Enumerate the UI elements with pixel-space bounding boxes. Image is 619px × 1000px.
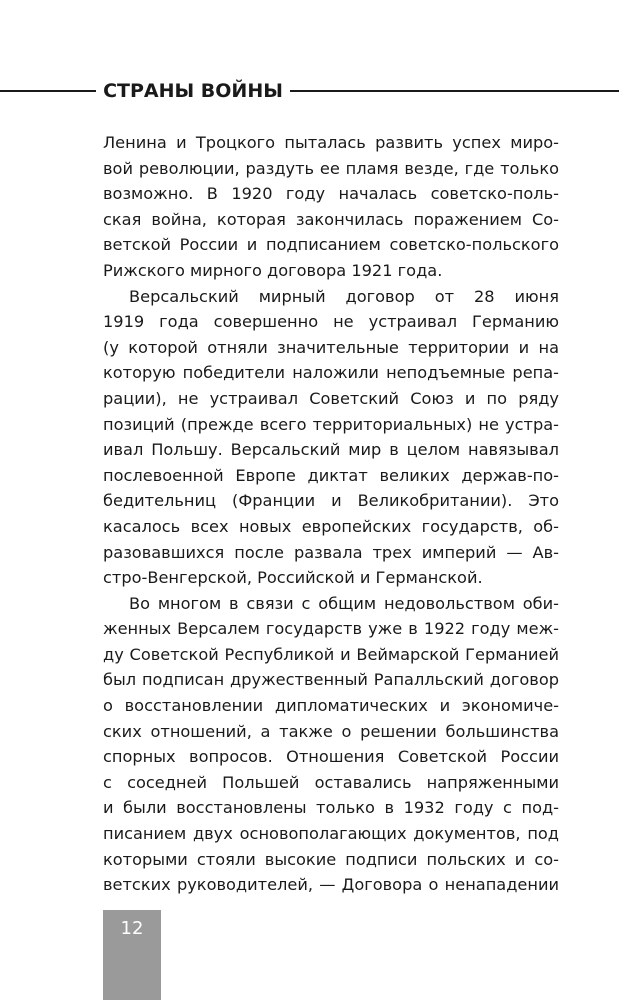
text-line: женных Версалем государств уже в 1922 году меж- bbox=[103, 619, 559, 639]
running-header-title: СТРАНЫ ВОЙНЫ bbox=[103, 80, 283, 102]
text-line: послевоенной Европе диктат великих держав-по- bbox=[103, 465, 559, 485]
text-line: возможно. В 1920 году началась советско-поль- bbox=[103, 184, 559, 204]
text-line: бедительниц (Франции и Великобритании). Это bbox=[103, 491, 559, 511]
text-line: ивал Польшу. Версальский мир в целом навязывал bbox=[103, 440, 559, 460]
text-line: ветских руководителей, — Договора о ненападении bbox=[103, 875, 559, 895]
text-line: рации), не устраивал Советский Союз и по ряду bbox=[103, 388, 559, 408]
text-line: которыми стояли высокие подписи польских и со- bbox=[103, 849, 559, 869]
text-line: ская война, которая закончилась поражением Со- bbox=[103, 209, 559, 229]
text-line: 1919 года совершенно не устраивал Германию bbox=[103, 312, 559, 332]
text-line: с соседней Польшей оставались напряженными bbox=[103, 772, 559, 792]
text-line: писанием двух основополагающих документов, под bbox=[103, 824, 559, 844]
text-line: Ленина и Троцкого пыталась развить успех миро- bbox=[103, 133, 559, 152]
text-line: (у которой отняли значительные территории и на bbox=[103, 337, 559, 357]
header-rule-right bbox=[290, 90, 619, 92]
body-text bbox=[103, 130, 559, 898]
running-header bbox=[0, 76, 619, 106]
text-line: касалось всех новых европейских государств, об- bbox=[103, 516, 559, 536]
paragraph-end-line: Рижского мирного договора 1921 года. bbox=[103, 260, 443, 280]
text-line: и были восстановлены только в 1932 году с под- bbox=[103, 798, 559, 818]
text-line: ду Советской Республикой и Веймарской Германией bbox=[103, 644, 559, 664]
paragraph-start-line: Версальский мирный договор от 28 июня bbox=[129, 286, 559, 306]
text-line: позиций (прежде всего территориальных) не устра- bbox=[103, 414, 559, 434]
text-line: был подписан дружественный Рапалльский договор bbox=[103, 670, 559, 690]
text-line: вой революции, раздуть ее пламя везде, где только bbox=[103, 158, 559, 178]
text-line: спорных вопросов. Отношения Советской России bbox=[103, 747, 559, 767]
page-number: 12 bbox=[120, 918, 144, 939]
paragraph-start-line: Во многом в связи с общим недовольством оби- bbox=[129, 593, 559, 613]
header-rule-left bbox=[0, 90, 96, 92]
text-line: ветской России и подписанием советско-польского bbox=[103, 235, 559, 255]
text-line: о восстановлении дипломатических и экономиче- bbox=[103, 696, 559, 716]
text-line: которую победители наложили неподъемные репа- bbox=[103, 363, 559, 383]
paragraph-end-line: стро-Венгерской, Российской и Германской. bbox=[103, 568, 483, 588]
text-line: ских отношений, а также о решении большинства bbox=[103, 721, 559, 741]
text-line: разовавшихся после развала трех империй — Ав- bbox=[103, 542, 559, 562]
page-number-tab bbox=[103, 910, 161, 1000]
